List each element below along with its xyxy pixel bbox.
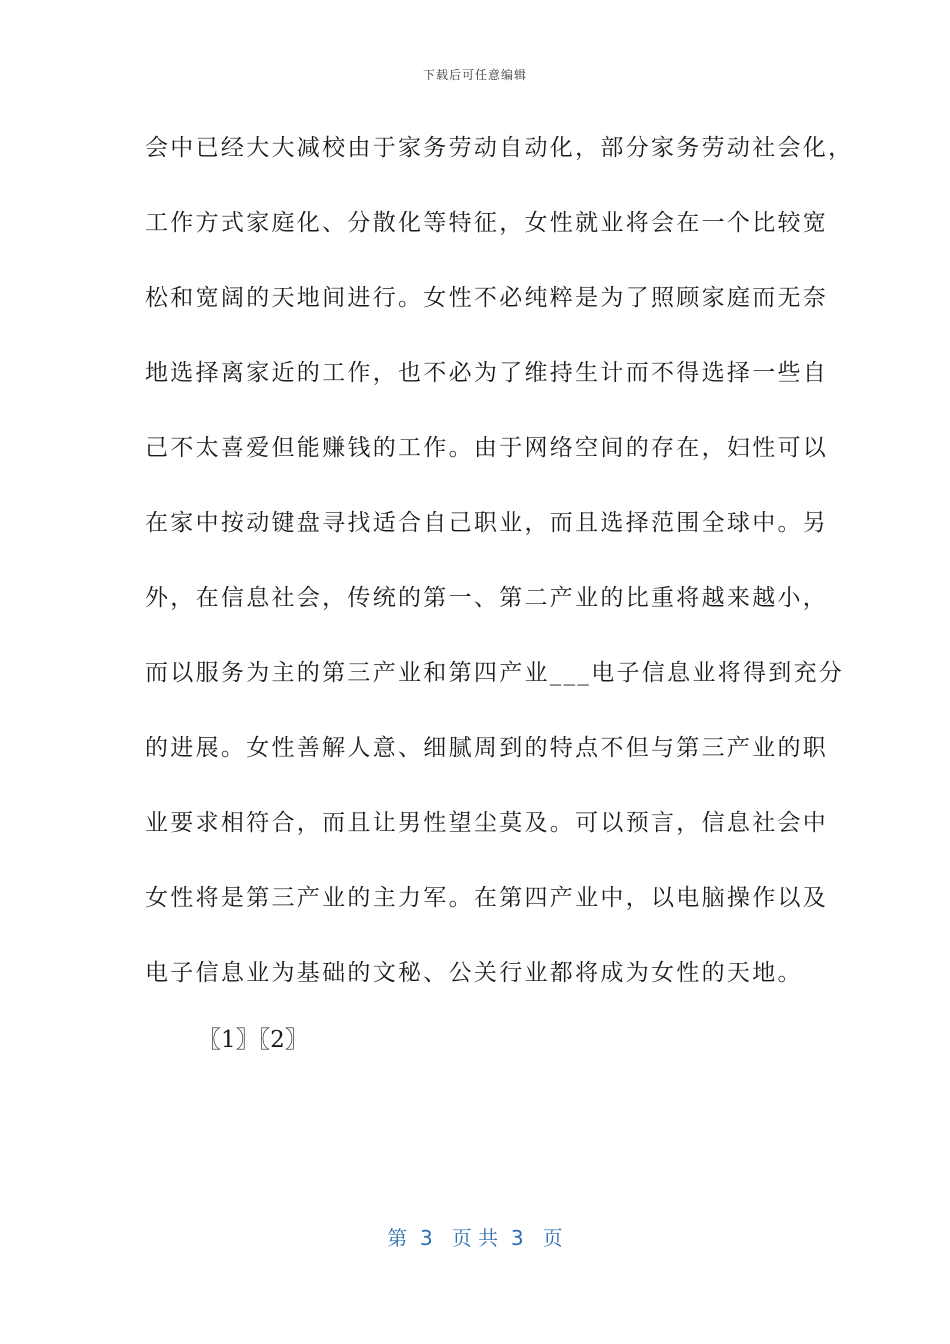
body-text [145, 120, 854, 1020]
text-line: 己不太喜爱但能赚钱的工作。由于网络空间的存在，妇性可以 [145, 435, 829, 461]
text-line: 松和宽阔的天地间进行。女性不必纯粹是为了照顾家庭而无奈 [145, 285, 829, 311]
text-line: 外，在信息社会，传统的第一、第二产业的比重将越来越小， [145, 585, 829, 611]
text-line: 电子信息业为基础的文秘、公关行业都将成为女性的天地。 [145, 960, 803, 986]
page-footer: 第 3 页 共 3 页 [387, 1226, 563, 1250]
text-line: 工作方式家庭化、分散化等特征，女性就业将会在一个比较宽 [145, 210, 829, 236]
text-line: 女性将是第三产业的主力军。在第四产业中，以电脑操作以及 [145, 885, 829, 911]
page-header: 下载后可任意编辑 [422, 68, 527, 82]
text-line: 地选择离家近的工作，也不必为了维持生计而不得选择一些自 [145, 360, 829, 386]
reference-markers: 〖1〗〖2〗 [198, 1027, 308, 1053]
text-line: 而以服务为主的第三产业和第四产业___电子信息业将得到充分 [145, 660, 845, 686]
text-line: 会中已经大大减校由于家务劳动自动化，部分家务劳动社会化， [145, 135, 854, 161]
text-line: 业要求相符合，而且让男性望尘莫及。可以预言，信息社会中 [145, 810, 829, 836]
text-line: 在家中按动键盘寻找适合自己职业，而且选择范围全球中。另 [145, 510, 829, 536]
text-line: 的进展。女性善解人意、细腻周到的特点不但与第三产业的职 [145, 735, 829, 761]
